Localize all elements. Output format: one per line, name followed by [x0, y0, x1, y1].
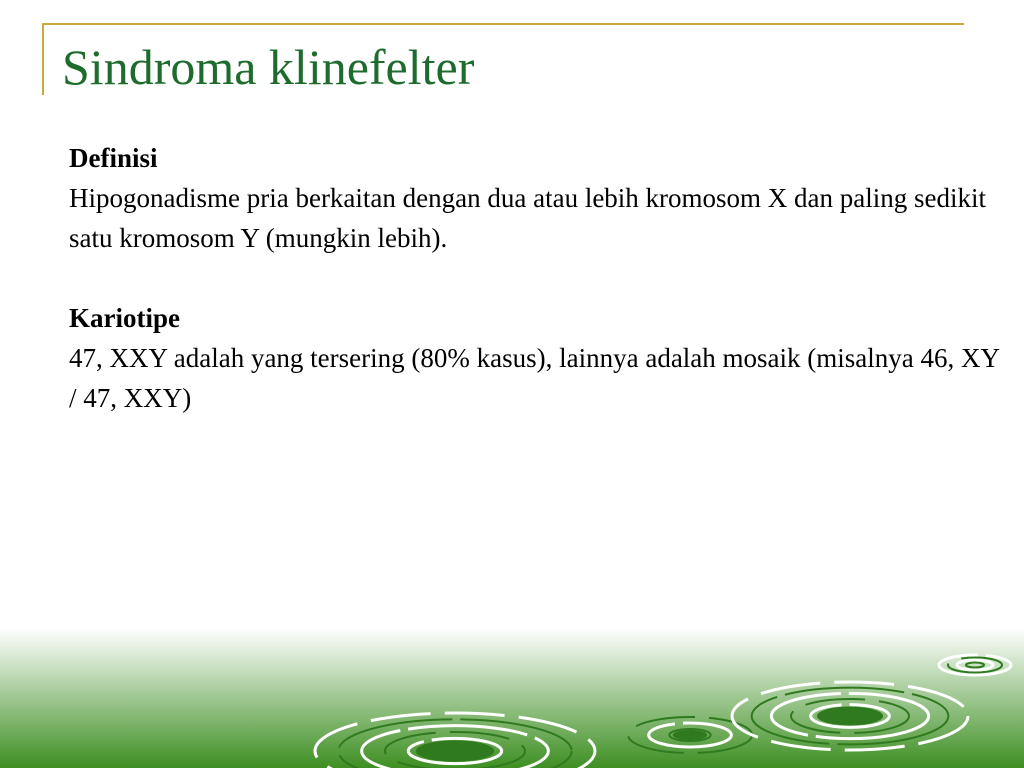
section-heading: Kariotipe	[69, 303, 180, 333]
section-text: 47, XXY adalah yang tersering (80% kasus), lainnya adalah mosaik (misalnya 46, XY / 47, XXY)	[69, 343, 999, 413]
section-kariotipe	[69, 298, 1009, 418]
section-definisi	[69, 138, 1009, 258]
ripple-core	[416, 740, 494, 761]
slide-content	[69, 138, 1009, 458]
frame-left-line	[42, 23, 44, 95]
ripple-core	[817, 706, 883, 725]
slide-title: Sindroma klinefelter	[62, 39, 475, 95]
section-heading: Definisi	[69, 143, 158, 173]
ripple-ring	[966, 663, 984, 668]
ripple-core	[673, 730, 708, 740]
section-text: Hipogonadisme pria berkaitan dengan dua atau lebih kromosom X dan paling sedikit satu kromosom Y (mungkin lebih).	[69, 183, 987, 253]
frame-top-line	[42, 23, 964, 25]
ripple-decoration	[0, 628, 1024, 768]
